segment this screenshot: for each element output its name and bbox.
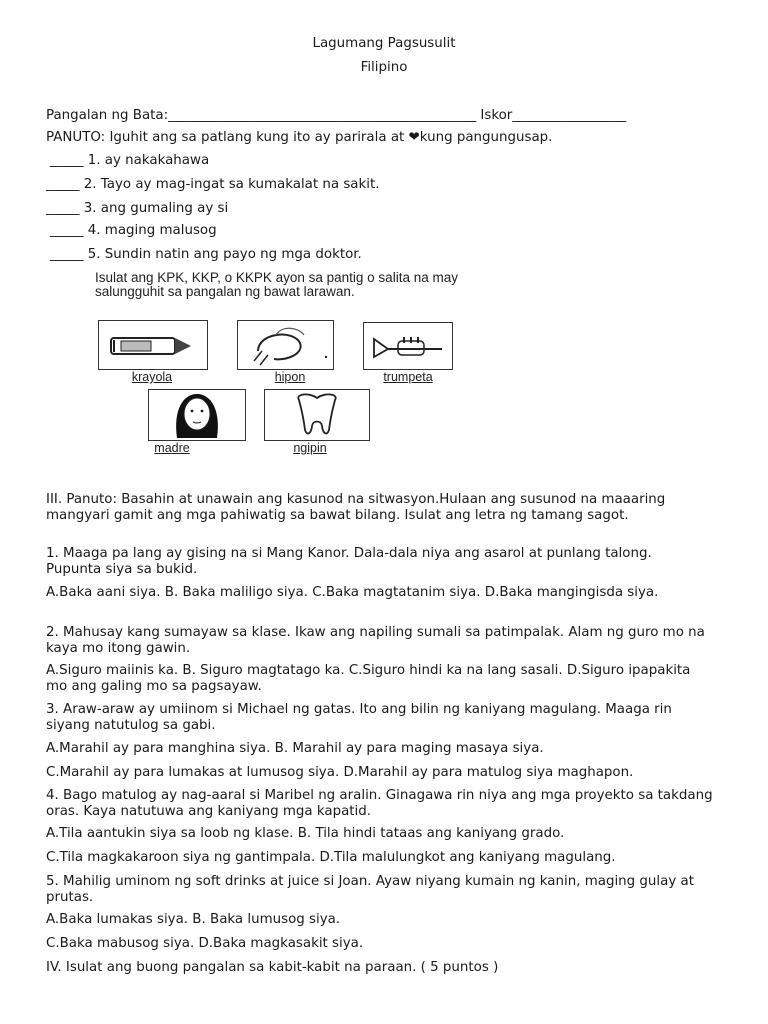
list-item xyxy=(46,177,380,192)
picture-box-trumpeta xyxy=(363,322,453,370)
list-item xyxy=(50,153,209,168)
answer-blank[interactable]: _____ xyxy=(46,177,80,192)
trumpet-icon xyxy=(364,323,452,369)
question-5-choices-a: A.Baka lumakas siya. B. Baka lumusog siya. xyxy=(46,912,341,927)
item-text: 2. Tayo ay mag-ingat sa kumakalat na sakit. xyxy=(79,177,380,192)
picture-label: krayola xyxy=(131,370,173,384)
picture-box-madre xyxy=(148,389,246,441)
question-3-choices-a: A.Marahil ay para manghina siya. B. Marahil ay para maging masaya siya. xyxy=(46,741,544,756)
list-item xyxy=(50,223,217,238)
crayon-icon xyxy=(99,321,207,369)
question-5: 5. Mahilig uminom ng soft drinks at juice si Joan. Ayaw niyang kumain ng kanin, maging gulay at prutas. xyxy=(46,874,694,905)
picture-box-ngipin xyxy=(264,389,370,441)
page-title: Lagumang Pagsusulit xyxy=(312,36,456,51)
score-label: Iskor xyxy=(480,108,513,123)
picture-label: trumpeta xyxy=(383,370,433,384)
answer-blank[interactable]: _____ xyxy=(50,153,84,168)
item-text: 1. ay nakakahawa xyxy=(83,153,210,168)
question-2: 2. Mahusay kang sumayaw sa klase. Ikaw ang napiling sumali sa patimpalak. Alam ng guro mo na kaya mo itong gawin. xyxy=(46,625,705,656)
section-3-instruction: III. Panuto: Basahin at unawain ang kasunod na sitwasyon.Hulaan ang susunod na maaaring mangyari gamit ang mga pahiwatig sa bawat bilang. Isulat ang letra ng tamang sagot. xyxy=(46,492,666,523)
question-2-choices: A.Siguro maiinis ka. B. Siguro magtatago ka. C.Siguro hindi ka na lang sasali. D.Siguro ipapakita mo ang galing mo sa pagsayaw. xyxy=(46,663,691,694)
section-4-instruction: IV. Isulat ang buong pangalan sa kabit-kabit na paraan. ( 5 puntos ) xyxy=(46,960,499,975)
item-text: 3. ang gumaling ay si xyxy=(79,201,229,216)
page-subject: Filipino xyxy=(360,60,408,75)
tooth-icon xyxy=(265,390,369,440)
picture-instruction: Isulat ang KPK, KKP, o KKPK ayon sa pantig o salita na may salungguhit sa pangalan ng bawat larawan. xyxy=(95,270,458,299)
picture-box-hipon xyxy=(237,320,334,370)
panuto-1: PANUTO: Iguhit ang sa patlang kung ito ay parirala at ❤kung pangungusap. xyxy=(46,130,553,145)
question-1: 1. Maaga pa lang ay gising na si Mang Kanor. Dala-dala niya ang asarol at punlang talong. Pupunta siya sa bukid. xyxy=(46,546,652,577)
answer-blank[interactable]: _____ xyxy=(50,223,84,238)
list-item xyxy=(46,201,228,216)
picture-label: ngipin xyxy=(293,441,327,455)
item-text: 5. Sundin natin ang payo ng mga doktor. xyxy=(83,247,362,262)
nun-icon xyxy=(149,390,245,440)
score-blank[interactable]: _________________ xyxy=(512,108,627,123)
question-5-choices-b: C.Baka mabusog siya. D.Baka magkasakit siya. xyxy=(46,936,364,951)
question-4: 4. Bago matulog ay nag-aaral si Maribel ng aralin. Ginagawa rin niya ang mga proyekto sa takdang oras. Kaya natutuwa ang kaniyang mga kapatid. xyxy=(46,788,713,819)
list-item xyxy=(50,247,362,262)
picture-label: madre xyxy=(154,441,190,455)
picture-label: hipon xyxy=(274,370,306,384)
name-label: Pangalan ng Bata: xyxy=(46,108,169,123)
answer-blank[interactable]: _____ xyxy=(46,201,80,216)
question-4-choices-b: C.Tila magkakaroon siya ng gantimpala. D.Tila malulungkot ang kaniyang magulang. xyxy=(46,850,616,865)
question-3-choices-b: C.Marahil ay para lumakas at lumusog siya. D.Marahil ay para matulog siya maghapon. xyxy=(46,765,634,780)
name-score-line xyxy=(46,108,626,123)
shrimp-icon xyxy=(238,321,333,369)
question-4-choices-a: A.Tila aantukin siya sa loob ng klase. B. Tila hindi tataas ang kaniyang grado. xyxy=(46,826,565,841)
picture-box-krayola xyxy=(98,320,208,370)
name-blank[interactable]: ______________________________________________ xyxy=(168,108,477,123)
item-text: 4. maging malusog xyxy=(83,223,217,238)
question-3: 3. Araw-araw ay umiinom si Michael ng gatas. Ito ang bilin ng kaniyang magulang. Maaga rin siyang natutulog sa gabi. xyxy=(46,702,672,733)
answer-blank[interactable]: _____ xyxy=(50,247,84,262)
question-1-choices: A.Baka aani siya. B. Baka maliligo siya. C.Baka magtatanim siya. D.Baka mangingisda siya. xyxy=(46,585,659,600)
